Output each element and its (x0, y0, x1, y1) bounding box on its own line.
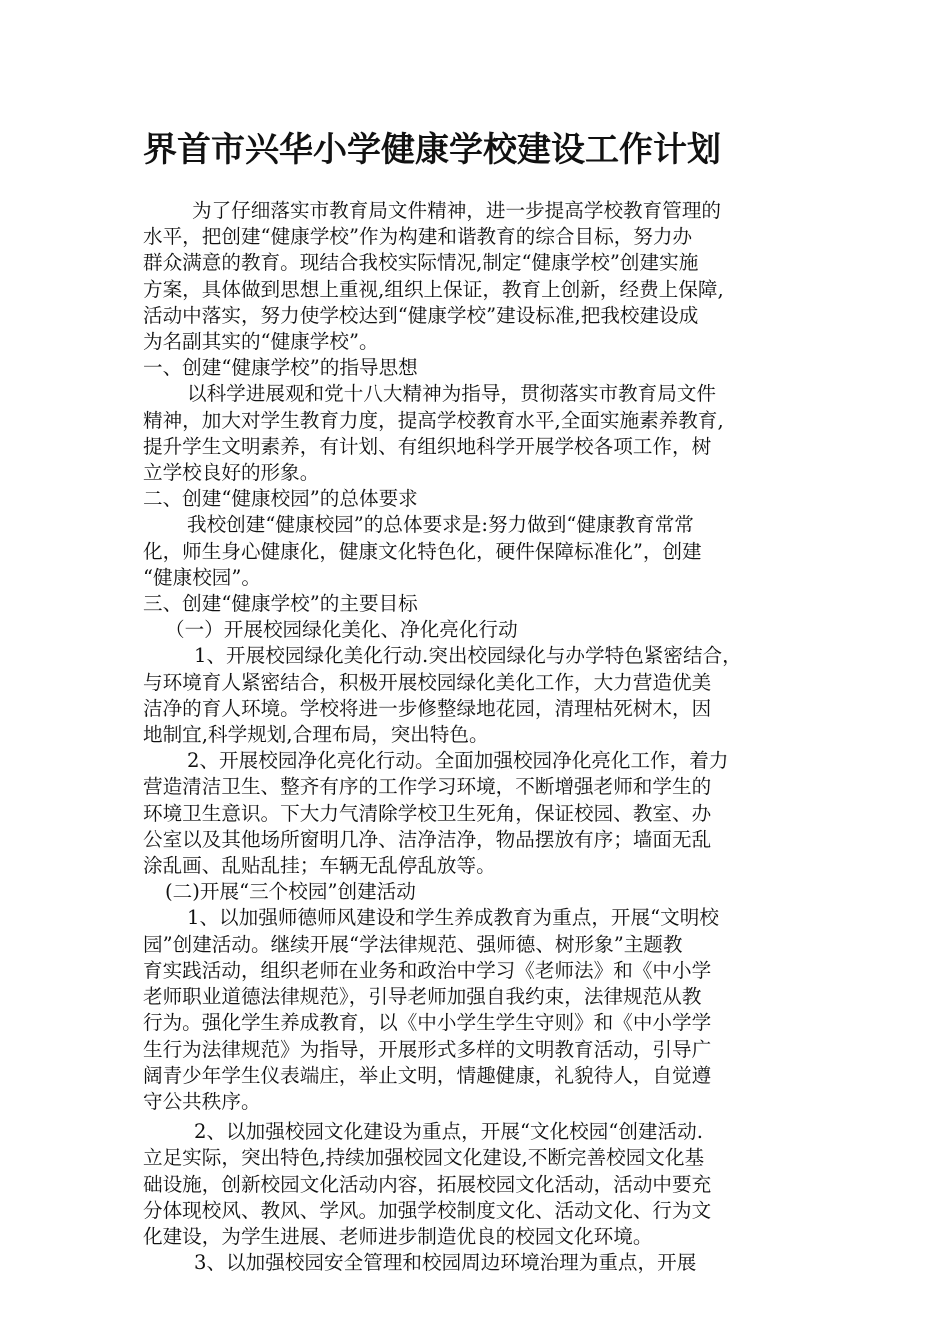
paragraph-line: 1、以加强师德师风建设和学生养成教育为重点，开展“文明校 (187, 906, 719, 930)
paragraph-line: 活动中落实，努力使学校达到“健康学校”建设标准,把我校建设成 (143, 303, 699, 327)
paragraph-line: “健康校园”。 (143, 565, 262, 589)
document-body (143, 198, 813, 1276)
paragraph-line: 水平，把创建“健康学校”作为构建和谐教育的综合目标，努力办 (143, 225, 693, 249)
paragraph-line: 阔青少年学生仪表端庄，举止文明，情趣健康，礼貌待人，自觉遵 (143, 1063, 712, 1087)
paragraph-line: 化，师生身心健康化，健康文化特色化，硬件保障标准化”，创建 (143, 539, 702, 563)
paragraph-line: 方案，具体做到思想上重视,组织上保证，教育上创新，经费上保障, (143, 277, 724, 301)
paragraph-line: 地制宜,科学规划,合理布局，突出特色。 (143, 723, 489, 747)
paragraph-line: 老师职业道德法律规范》，引导老师加强自我约束，法律规范从教 (143, 985, 702, 1009)
paragraph-line: 行为。强化学生养成教育，以《中小学生学生守则》和《中小学学 (143, 1011, 712, 1035)
paragraph-line: 础设施，创新校园文化活动内容，拓展校园文化活动，活动中要充 (143, 1172, 712, 1196)
paragraph-line: 精神，加大对学生教育力度，提高学校教育水平,全面实施素养教育, (143, 408, 724, 432)
paragraph-line: 守公共秩序。 (143, 1089, 261, 1113)
page-title: 界首市兴华小学健康学校建设工作计划 (143, 130, 721, 170)
paragraph-line: 涂乱画、乱贴乱挂；车辆无乱停乱放等。 (143, 854, 496, 878)
paragraph-line: 环境卫生意识。下大力气清除学校卫生死角，保证校园、教室、办 (143, 801, 712, 825)
paragraph-line: 2、以加强校园文化建设为重点，开展“文化校园“创建活动. (194, 1120, 703, 1144)
paragraph-line: 分体现校风、教风、学风。加强学校制度文化、活动文化、行为文 (143, 1198, 712, 1222)
paragraph-line: 园”创建活动。继续开展“学法律规范、强师德、树形象”主题教 (143, 932, 683, 956)
section-heading: 二、创建“健康校园”的总体要求 (143, 487, 418, 511)
paragraph-line: 洁净的育人环境。学校将进一步修整绿地花园，清理枯死树木，因 (143, 696, 712, 720)
paragraph-line: 提升学生文明素养，有计划、有组织地科学开展学校各项工作，树 (143, 434, 712, 458)
paragraph-line: 营造清洁卫生、整齐有序的工作学习环境，不断增强老师和学生的 (143, 775, 712, 799)
paragraph-line: 2、开展校园净化亮化行动。全面加强校园净化亮化工作，着力 (187, 749, 729, 773)
paragraph-line: 育实践活动，组织老师在业务和政治中学习《老师法》和《中小学 (143, 958, 712, 982)
paragraph-line: 立足实际，突出特色,持续加强校园文化建设,不断完善校园文化基 (143, 1146, 705, 1170)
paragraph-line: 立学校良好的形象。 (143, 461, 320, 485)
paragraph-line: 群众满意的教育。现结合我校实际情况,制定“健康学校”创建实施 (143, 251, 699, 275)
paragraph-line: 生行为法律规范》为指导，开展形式多样的文明教育活动，引导广 (143, 1037, 712, 1061)
paragraph-line: 与环境育人紧密结合，积极开展校园绿化美化工作，大力营造优美 (143, 670, 712, 694)
subsection-heading: （一）开展校园绿化美化、净化亮化行动 (165, 618, 518, 642)
paragraph-line: 公室以及其他场所窗明几净、洁净洁净，物品摆放有序；墙面无乱 (143, 827, 712, 851)
paragraph-line: 化建设，为学生进展、老师进步制造优良的校园文化环境。 (143, 1224, 653, 1248)
paragraph-line: 3、以加强校园安全管理和校园周边环境治理为重点，开展 (194, 1251, 697, 1275)
section-heading: 一、创建“健康学校”的指导思想 (143, 356, 418, 380)
paragraph-line: 为了仔细落实市教育局文件精神，进一步提高学校教育管理的 (192, 199, 722, 222)
subsection-heading: (二)开展“三个校园”创建活动 (165, 880, 416, 904)
section-heading: 三、创建“健康学校”的主要目标 (143, 592, 418, 616)
paragraph-line: 1、开展校园绿化美化行动.突出校园绿化与办学特色紧密结合， (194, 644, 742, 668)
paragraph-line: 为名副其实的“健康学校”。 (143, 330, 379, 354)
paragraph-line: 我校创建“健康校园”的总体要求是:努力做到“健康教育常常 (187, 513, 694, 537)
paragraph-line: 以科学进展观和党十八大精神为指导，贯彻落实市教育局文件 (187, 382, 717, 406)
